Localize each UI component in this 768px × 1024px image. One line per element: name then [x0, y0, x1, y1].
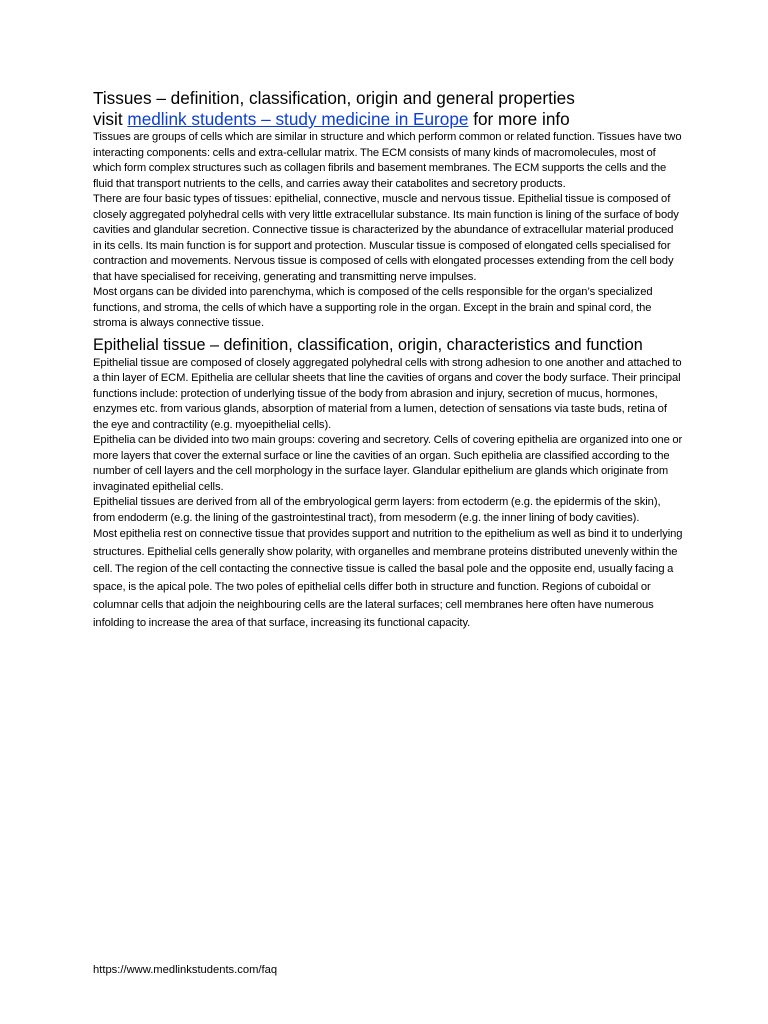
footer-url: https://www.medlinkstudents.com/faq — [93, 964, 278, 976]
visit-prefix: visit — [93, 109, 128, 129]
paragraph-epithelial-groups: Epithelia can be divided into two main groups: covering and secretory. Cells of covering epithelia are organized into one or more layers that cover the external surface or line the cavities of an organ. Such epithelia are classified according to the number of cell layers and the cell morphology in the surface layer. Glandular epithelium are glands which originate from invaginated epithelial cells. — [93, 434, 683, 493]
section-heading-epithelial: Epithelial tissue – definition, classification, origin, characteristics and function — [93, 335, 643, 354]
paragraph-tissues-intro: Tissues are groups of cells which are similar in structure and which perform common or related function. Tissues have two interacting components: cells and extra-cellular matrix. The ECM consists of many kinds of macromolecules, most of which form complex structures such as collagen fibrils and basement membranes. The ECM supports the cells and the fluid that transport nutrients to the cells, and carries away their catabolites and secretory products. — [93, 131, 682, 190]
paragraph-organs: Most organs can be divided into parenchyma, which is composed of the cells responsible for the organ’s specialized functions, and stroma, the cells of which have a supporting role in the organ. Except in the brain and spinal cord, the stroma is always connective tissue. — [93, 286, 653, 329]
paragraph-epithelial-polarity: Most epithelia rest on connective tissue that provides support and nutrition to the epithelium as well as bind it to underlying structures. Epithelial cells generally show polarity, with organelles and membrane proteins distributed unevenly within the cell. The region of the cell contacting the connective tissue is called the basal pole and the opposite end, usually facing a space, is the apical pole. The two poles of epithelial cells differ both in structure and function. Regions of cuboidal or columnar cells that adjoin the neighbouring cells are the lateral surfaces; cell membranes here often have numerous infolding to increase the area of that surface, increasing its functional capacity. — [93, 528, 683, 629]
medlink-link[interactable]: medlink students – study medicine in Europe — [127, 109, 469, 129]
document-title: Tissues – definition, classification, origin and general properties — [93, 88, 575, 108]
visit-line — [93, 109, 683, 130]
paragraph-epithelial-origin: Epithelial tissues are derived from all of the embryological germ layers: from ectoderm (e.g. the epidermis of the skin), from endoderm (e.g. the lining of the gastrointestinal tract), from mesoderm (e.g. the inner lining of body cavities). — [93, 496, 661, 524]
visit-suffix: for more info — [468, 109, 570, 129]
paragraph-tissue-types: There are four basic types of tissues: epithelial, connective, muscle and nervous tissue. Epithelial tissue is composed of closely aggregated polyhedral cells with very little extracellular substance. Its main function is lining of the surface of body cavities and glandular secretion. Connective tissue is characterized by the abundance of extracellular material produced in its cells. Its main function is for support and protection. Muscular tissue is composed of elongated cells specialised for contraction and movements. Nervous tissue is composed of cells with elongated processes extending from the cell body that have specialised for receiving, generating and transmitting nerve impulses. — [93, 193, 679, 283]
document-page — [93, 88, 683, 632]
paragraph-epithelial-definition: Epithelial tissue are composed of closely aggregated polyhedral cells with strong adhesion to one another and attached to a thin layer of ECM. Epithelia are cellular sheets that line the cavities of organs and cover the body surface. Their principal functions include: protection of underlying tissue of the body from abrasion and injury, secretion of mucus, hormones, enzymes etc. from various glands, absorption of material from a lumen, detection of sensations via taste buds, retina of the eye and contractility (e.g. myoepithelial cells). — [93, 356, 682, 431]
